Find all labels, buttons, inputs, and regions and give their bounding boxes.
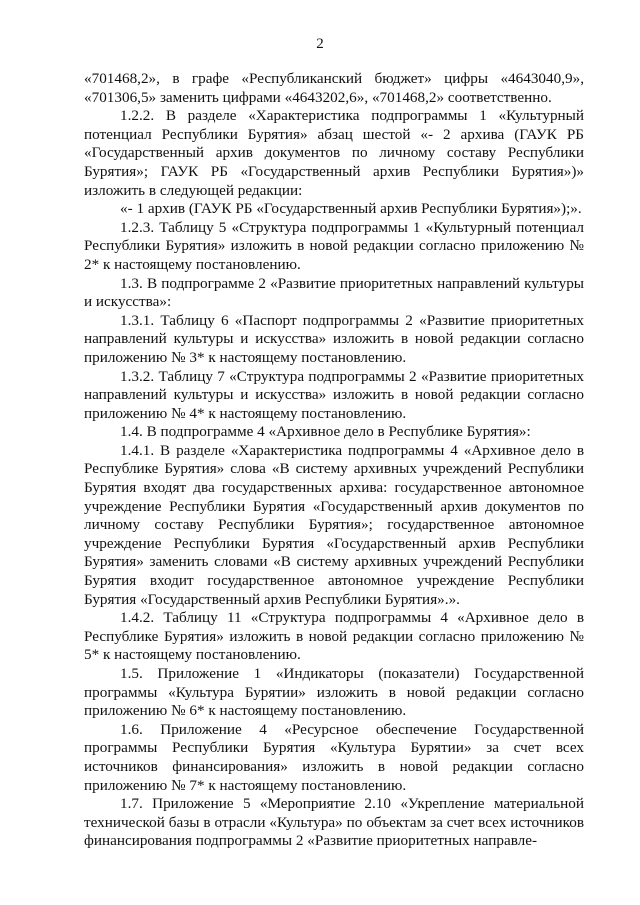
paragraph: 1.6. Приложение 4 «Ресурсное обеспечение Государственной программы Республики Бурятия «Культура Бурятии» за счет всех источников финансирования» изложить в новой редакции согласно приложению № 7* к настоящему постановлению. bbox=[84, 720, 584, 794]
paragraph: 1.2.2. В разделе «Характеристика подпрограммы 1 «Культурный потенциал Республики Бурятия» абзац шестой «- 2 архива (ГАУК РБ «Государственный архив документов по личному составу Республики Бурятия»; ГАУК РБ «Государственный архив Республики Бурятия»)» изложить в следующей редакции: bbox=[84, 107, 584, 199]
page-number: 2 bbox=[316, 36, 324, 52]
paragraph: 1.2.3. Таблицу 5 «Структура подпрограммы 1 «Культурный потенциал Республики Бурятия» изложить в новой редакции согласно приложению № 2* к настоящему постановлению. bbox=[84, 218, 584, 273]
paragraph: 1.7. Приложение 5 «Мероприятие 2.10 «Укрепление материальной технической базы в отрасли «Культура» по объектам за счет всех источников финансирования подпрограммы 2 «Развитие приоритетных направле- bbox=[84, 795, 584, 850]
paragraph: 1.5. Приложение 1 «Индикаторы (показатели) Государственной программы «Культура Бурятии» изложить в новой редакции согласно приложению № 6* к настоящему постановлению. bbox=[84, 665, 584, 720]
document-body bbox=[84, 70, 584, 851]
paragraph: 1.4.1. В разделе «Характеристика подпрограммы 4 «Архивное дело в Республике Бурятия» слова «В систему архивных учреждений Республики Бурятия входят два государственных архива: государственное автономное учреждение Республики Бурятия «Государственный архив документов по личному составу Республики Бурятия»; государственное автономное учреждение Республики Бурятия «Государственный архив Республики Бурятия» заменить словами «В систему архивных учреждений Республики Бурятия входит государственное автономное учреждение Республики Бурятия «Государственный архив Республики Бурятия».». bbox=[84, 441, 584, 608]
paragraph: 1.4. В подпрограмме 4 «Архивное дело в Республике Бурятия»: bbox=[120, 423, 531, 441]
paragraph: 1.4.2. Таблицу 11 «Структура подпрограммы 4 «Архивное дело в Республике Бурятия» изложить в новой редакции согласно приложению № 5* к настоящему постановлению. bbox=[84, 609, 584, 664]
paragraph: «- 1 архив (ГАУК РБ «Государственный архив Республики Бурятия»);». bbox=[120, 200, 582, 218]
paragraph: 1.3.2. Таблицу 7 «Структура подпрограммы 2 «Развитие приоритетных направлений культуры и искусства» изложить в новой редакции согласно приложению № 4* к настоящему постановлению. bbox=[84, 367, 584, 422]
paragraph: «701468,2», в графе «Республиканский бюджет» цифры «4643040,9», «701306,5» заменить цифрами «4643202,6», «701468,2» соответственно. bbox=[84, 70, 584, 106]
paragraph: 1.3. В подпрограмме 2 «Развитие приоритетных направлений культуры и искусства»: bbox=[84, 274, 584, 311]
paragraph: 1.3.1. Таблицу 6 «Паспорт подпрограммы 2 «Развитие приоритетных направлений культуры и искусства» изложить в новой редакции согласно приложению № 3* к настоящему постановлению. bbox=[84, 311, 584, 366]
